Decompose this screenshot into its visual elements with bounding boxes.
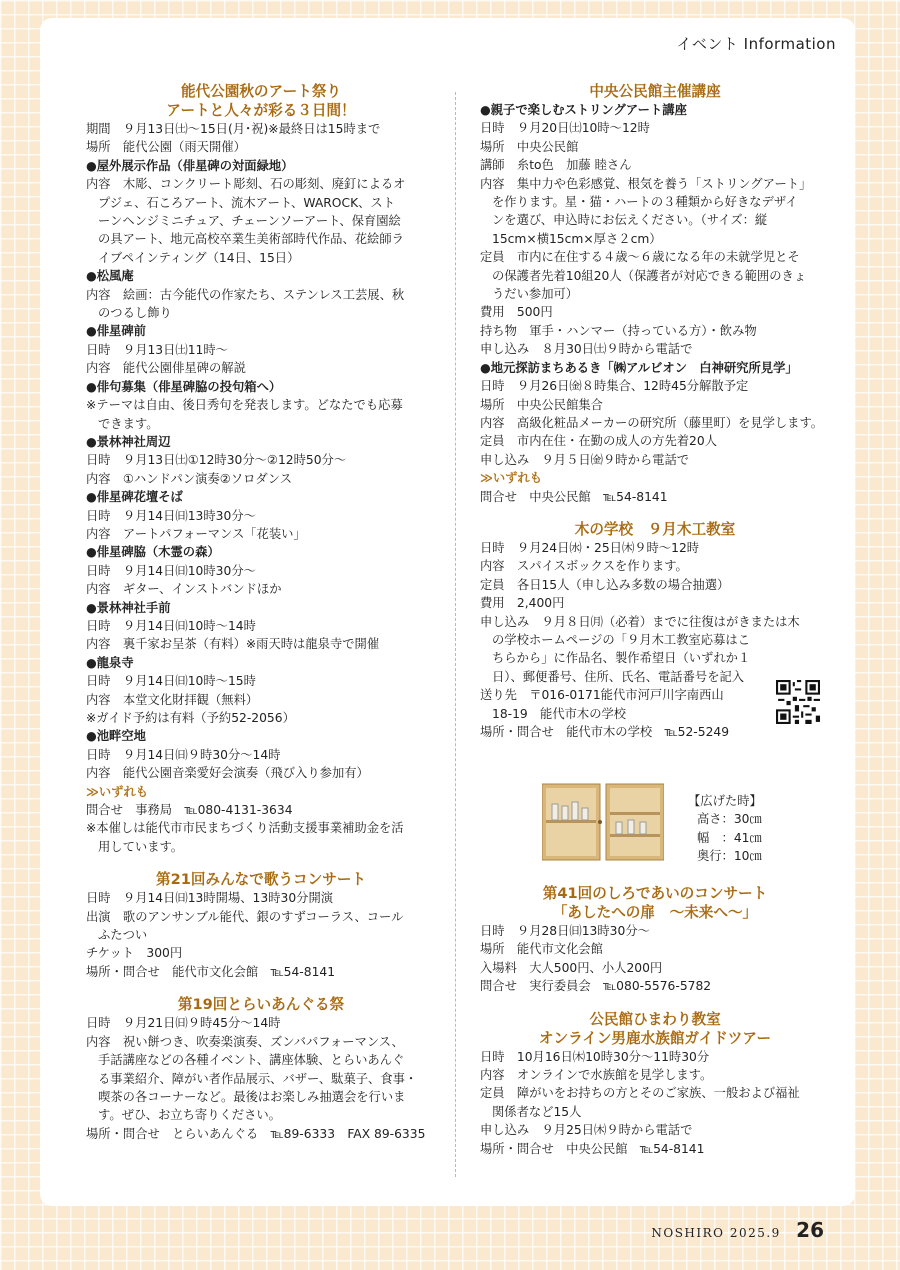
text-line: 日時 ９月14日㈰10時30分〜 [86, 563, 256, 578]
text-line: ●景林神社手前 [86, 600, 171, 615]
torai-body [86, 1014, 436, 1143]
text-line: 日時 ９月20日㈯10時〜12時 [480, 121, 650, 136]
text-line: 日時 ９月14日㈰10時〜15時 [86, 674, 256, 689]
dims-title: 【広げた時】 [688, 794, 762, 808]
left-column [86, 82, 436, 1143]
text-line: ●俳星碑脇（木霊の森） [86, 545, 220, 560]
text-line: 日時 ９月14日㈰10時〜14時 [86, 618, 256, 633]
text-line: 場所・問合せ 能代市木の学校 ℡52-5249 [480, 725, 730, 739]
text-line: ●池畔空地 [86, 729, 146, 744]
text-line: 日）、郵便番号、住所、氏名、電話番号を記入 [492, 669, 745, 684]
text-line: ●俳星碑花壇そば [86, 490, 183, 505]
page-number: 26 [796, 1218, 824, 1242]
text-line: ちらから」に作品名、製作希望日（いずれか１ [492, 651, 751, 666]
text-line: ンを選び、申込時にお伝えください。（サイズ：縦 [492, 213, 768, 228]
concert-title: 第21回みんなで歌うコンサート [155, 871, 367, 889]
himawari-title-2: オンライン男鹿水族館ガイドツアー [538, 1029, 772, 1047]
text-line: ●親子で楽しむストリングアート講座 [480, 103, 687, 117]
text-line: ●景林神社周辺 [86, 434, 171, 449]
text-line: 内容 祝い餅つき、吹奏楽演奏、ズンバパフォーマンス、 [86, 1034, 404, 1049]
section-label: イベント Information [662, 26, 850, 62]
text-line: 内容 裏千家お呈茶（有料）※雨天時は龍泉寺で開催 [86, 637, 380, 652]
text-line: ※テーマは自由、後日秀句を発表します。どなたでも応募 [86, 398, 403, 413]
shirodeai-body [480, 922, 830, 996]
himawari-body [480, 1048, 830, 1158]
text-line: 費用 500円 [480, 305, 553, 320]
text-line: 費用 2,400円 [480, 596, 565, 611]
text-line: 定員 市内在住・在勤の成人の方先着20人 [480, 434, 717, 449]
text-line: 日時 10月16日㈭10時30分〜11時30分 [480, 1049, 710, 1064]
text-line: 出演 歌のアンサンブル能代、銀のすずコーラス、コール [86, 909, 404, 924]
text-line: 場所 中央公民館集合 [480, 397, 603, 412]
torai-title: 第19回とらいあんぐる祭 [177, 996, 345, 1014]
kinogakko-title: 木の学校 ９月木工教室 [574, 520, 736, 538]
text-line: 用しています。 [98, 839, 184, 854]
himawari-section [480, 1010, 830, 1158]
himawari-title-1: 公民館ひまわり教室 [589, 1010, 721, 1028]
column-divider [455, 92, 456, 1177]
dims-height: 高さ：30㎝ [696, 812, 762, 827]
concert-body [86, 889, 436, 981]
text-line: の具アート、地元高校卒業生美術部時代作品、花絵師ラ [98, 232, 404, 247]
dims-width: 幅 ：41㎝ [696, 830, 762, 845]
text-line: 内容 集中力や色彩感覚、根気を養う「ストリングアート」 [480, 176, 812, 191]
text-line: 場所・問合せ 能代市文化会館 ℡54-8141 [86, 964, 336, 979]
text-line: 内容 アートパフォーマンス「花装い」 [86, 526, 306, 541]
text-line: る事業紹介、障がい者作品展示、バザー、駄菓子、食事・ [98, 1071, 418, 1086]
dims-depth: 奥行：10㎝ [696, 849, 762, 864]
text-line: ●松風庵 [86, 269, 134, 284]
text-line: の学校ホームページの「９月木工教室応募はこ [492, 632, 750, 647]
text-line: チケット 300円 [86, 946, 183, 961]
right-column [480, 82, 830, 741]
text-line: 日時 ９月21日㈰９時45分〜14時 [86, 1016, 281, 1031]
text-line: ●屋外展示作品（俳星碑の対面緑地） [86, 158, 294, 173]
kominkan-section [480, 82, 830, 506]
text-line: の保護者先着10組20人（保護者が対応できる範囲のきょ [492, 268, 807, 283]
text-line: 定員 市内に在住する４歳〜６歳になる年の未就学児とそ [480, 250, 800, 265]
text-line: ふたつい [98, 928, 148, 943]
text-line: できます。 [98, 416, 159, 431]
text-line: 申し込み ９月８日㈪（必着）までに往復はがきまたは木 [480, 614, 800, 629]
text-line: 関係者など15人 [492, 1104, 582, 1119]
text-line: 18-19 能代市木の学校 [492, 706, 627, 721]
text-line: 日時 ９月13日㈯①12時30分〜②12時50分〜 [86, 453, 347, 468]
text-line: ●俳句募集（俳星碑脇の投句箱へ） [86, 379, 282, 394]
text-line: 場所 能代公園（雨天開催） [86, 140, 246, 155]
text-line: 期間 ９月13日㈯〜15日(月･祝)※最終日は15時まで [86, 122, 381, 136]
text-line: す。ぜひ、お立ち寄りください。 [98, 1108, 281, 1123]
text-line: 入場料 大人500円、小人200円 [480, 960, 663, 975]
cabinet-dimensions [688, 792, 762, 866]
text-line: 日時 ９月14日㈰13時開場、13時30分開演 [86, 891, 334, 906]
text-line: 日時 ９月26日㈮８時集合、12時45分解散予定 [480, 379, 749, 394]
page-footer [651, 1218, 824, 1242]
text-line: 場所 能代市文化会館 [480, 942, 603, 957]
qr-code-icon[interactable] [776, 680, 820, 724]
text-line: 申し込み ８月30日㈯９時から電話で [480, 342, 693, 357]
text-line: 定員 各日15人（申し込み多数の場合抽選） [480, 577, 730, 592]
text-line: 内容 木彫、コンクリート彫刻、石の彫刻、廃釘によるオ [86, 177, 406, 192]
text-line: ※本催しは能代市市民まちづくり活動支援事業補助金を活 [86, 821, 404, 836]
text-line: 日時 ９月14日㈰９時30分〜14時 [86, 747, 281, 762]
text-line: 持ち物 軍手・ハンマー（持っている方）・飲み物 [480, 323, 757, 338]
kominkan-body [480, 101, 830, 506]
text-line: 喫茶の各コーナーなど。最後はお楽しみ抽選会を行いま [98, 1089, 406, 1104]
issue-date: 2025.9 [729, 1226, 781, 1240]
text-line: 場所 中央公民館 [480, 139, 579, 154]
publication-name: NOSHIRO [651, 1226, 725, 1240]
right-column-lower [480, 884, 830, 1158]
text-line: 日時 ９月14日㈰13時30分〜 [86, 508, 256, 523]
text-line: 内容 能代公園音楽愛好会演奏（飛び入り参加有） [86, 766, 369, 781]
text-line: 場所・問合せ とらいあんぐる ℡89-6333 FAX 89-6335 [86, 1126, 426, 1141]
art-festival-section [86, 82, 436, 856]
torai-section [86, 995, 436, 1143]
text-line: を作ります。星・猫・ハートの３種類から好きなデザイ [492, 195, 798, 210]
text-line: ※ガイド予約は有料（予約52-2056） [86, 711, 295, 725]
text-line: 申し込み ９月25日㈭９時から電話で [480, 1123, 693, 1138]
text-line: ≫いずれも [480, 471, 543, 486]
text-line: 問合せ 事務局 ℡080-4131-3634 [86, 803, 293, 818]
text-line: 定員 障がいをお持ちの方とそのご家族、一般および福祉 [480, 1086, 800, 1101]
text-line: 申し込み ９月５日㈮９時から電話で [480, 452, 690, 467]
text-line: 内容 ギター、インストバンドほか [86, 582, 282, 597]
shirodeai-section [480, 884, 830, 996]
text-line: 内容 ①ハンドパン演奏②ソロダンス [86, 471, 293, 486]
text-line: 日時 ９月24日㈬・25日㈭９時〜12時 [480, 540, 700, 555]
text-line: 15cm×横15cm×厚さ２cm） [492, 231, 662, 246]
text-line: ●地元探訪まちあるき「㈱アルビオン 白神研究所見学」 [480, 360, 798, 375]
art-festival-title-2: アートと人々が彩る３日間！ [166, 102, 356, 119]
text-line: 内容 絵画：古今能代の作家たち、ステンレス工芸展、秋 [86, 287, 405, 302]
text-line: ≫いずれも [86, 784, 149, 799]
text-line: 日時 ９月28日㈰13時30分〜 [480, 924, 650, 938]
text-line: 内容 能代公園俳星碑の解説 [86, 361, 246, 376]
text-line: のつるし飾り [98, 306, 172, 321]
text-line: 問合せ 中央公民館 ℡54-8141 [480, 489, 668, 504]
text-line: 送り先 〒016-0171能代市河戸川字南西山 [480, 688, 724, 703]
text-line: ●龍泉寺 [86, 655, 134, 670]
shirodeai-title-2: 「あしたへの扉 〜未来へ〜」 [552, 904, 758, 921]
kominkan-title: 中央公民館主催講座 [589, 83, 721, 100]
text-line: 場所・問合せ 中央公民館 ℡54-8141 [480, 1141, 705, 1156]
shirodeai-title-1: 第41回のしろであいのコンサート [542, 885, 768, 902]
text-line: 講師 糸to色 加藤 睦さん [480, 158, 632, 173]
text-line: ーンヘンジミニチュア、チェーンソーアート、保育園絵 [98, 214, 401, 229]
art-festival-title-1: 能代公園秋のアート祭り [180, 83, 342, 100]
spice-box-image [542, 782, 664, 862]
art-festival-body [86, 120, 436, 856]
concert-section [86, 870, 436, 981]
text-line: 問合せ 実行委員会 ℡080-5576-5782 [480, 979, 712, 994]
text-line: 内容 スパイスボックスを作ります。 [480, 559, 688, 574]
text-line: イブペインティング（14日、15日） [98, 250, 300, 265]
text-line: 内容 高級化粧品メーカーの研究所（藤里町）を見学します。 [480, 415, 824, 430]
text-line: 日時 ９月13日㈯11時〜 [86, 342, 228, 357]
text-line: プジェ、石ころアート、流木アート、WAROCK、スト [98, 195, 396, 210]
text-line: 内容 オンラインで水族館を見学します。 [480, 1068, 713, 1083]
text-line: 手話講座などの各種イベント、講座体験、とらいあんぐ [98, 1053, 405, 1068]
text-line: うだい参加可） [492, 287, 579, 302]
text-line: ●俳星碑前 [86, 324, 146, 339]
text-line: 内容 本堂文化財拝観（無料） [86, 692, 259, 707]
